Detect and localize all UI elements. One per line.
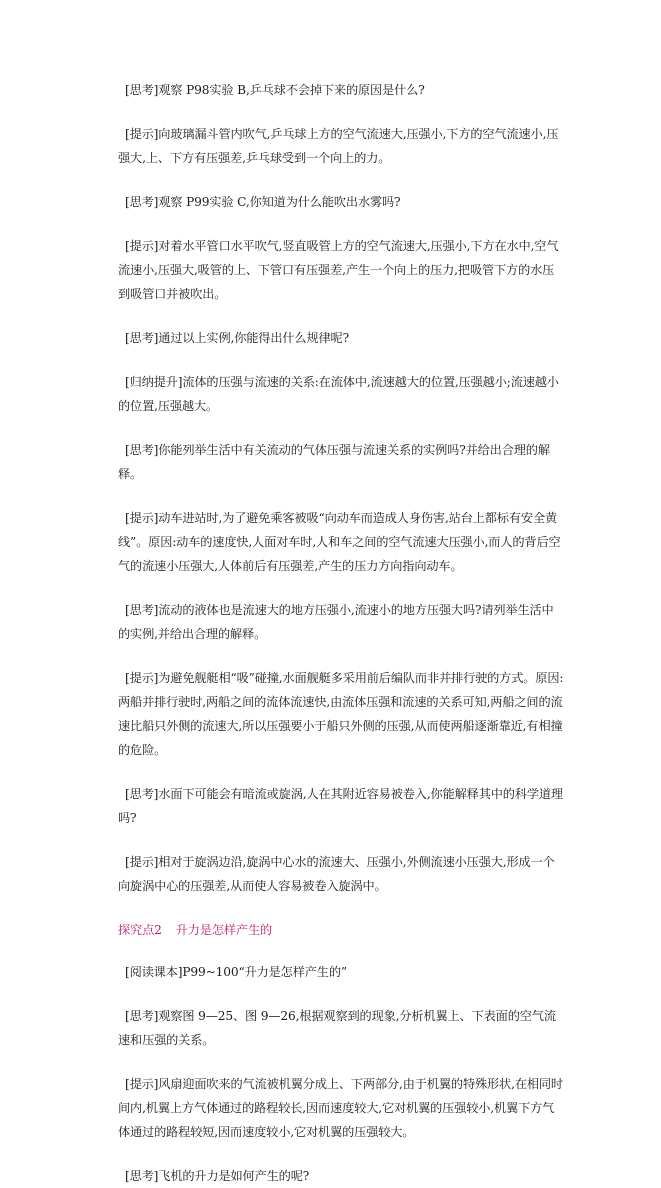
question-liquid-examples: [思考]流动的液体也是流速大的地方压强小,流速小的地方压强大吗?请列举生活中的实例,并给出合理的解释。	[118, 603, 554, 641]
hint-ships-side-by-side: [提示]为避免舰艇相“吸”碰撞,水面舰艇多采用前后编队而非并排行驶的方式。原因:两船并排行驶时,两船之间的流体流速快,由流体压强和流速的关系可知,两船之间的流速比船只外侧的流速大,所以压强要小于船只外侧的压强,从而使两船逐渐靠近,有相撞的危险。	[118, 671, 564, 757]
hint-train-safety-line: [提示]动车进站时,为了避免乘客被吸“向动车而造成人身伤害,站台上都标有安全黄线”。原因:动车的速度快,人面对车时,人和车之间的空气流速大压强小,而人的背后空气的流速小压强大,人体前后有压强差,产生的压力方向指向动车。	[118, 511, 561, 573]
section-title: 升力是怎样产生的	[175, 923, 273, 937]
question-wing-figures: [思考]观察图 9—25、图 9—26,根据观察到的现象,分析机翼上、下表面的空气流速和压强的关系。	[118, 1009, 556, 1047]
hint-water-mist: [提示]对着水平管口水平吹气,竖直吸管上方的空气流速大,压强小,下方在水中,空气流速小,压强大,吸管的上、下管口有压强差,产生一个向上的压力,把吸管下方的水压到吸管口并被吹出。	[118, 239, 559, 301]
hint-funnel-pingpong: [提示]向玻璃漏斗管内吹气,乒乓球上方的空气流速大,压强小,下方的空气流速小,压强大,上、下方有压强差,乒乓球受到一个向上的力。	[118, 127, 559, 165]
question-whirlpool: [思考]水面下可能会有暗流或旋涡,人在其附近容易被卷入,你能解释其中的科学道理吗?	[118, 787, 563, 825]
hint-wing-airflow: [提示]风扇迎面吹来的气流被机翼分成上、下两部分,由于机翼的特殊形状,在相同时间内,机翼上方气体通过的路程较长,因而速度较大,它对机翼的压强较小,机翼下方气体通过的路程较短,因而速度较小,它对机翼的压强较大。	[118, 1077, 563, 1139]
section-number: 探究点2	[118, 923, 162, 937]
question-rule: [思考]通过以上实例,你能得出什么规律呢?	[125, 331, 349, 345]
question-p99-experiment-c: [思考]观察 P99实验 C,你知道为什么能吹出水雾吗?	[125, 195, 401, 209]
reading-assignment: [阅读课本]P99~100“升力是怎样产生的”	[125, 965, 347, 979]
section-heading	[118, 918, 565, 942]
question-gas-examples: [思考]你能列举生活中有关流动的气体压强与流速关系的实例吗?并给出合理的解释。	[118, 443, 550, 481]
question-lift: [思考]飞机的升力是如何产生的呢?	[125, 1169, 310, 1183]
summary-pressure-velocity: [归纳提升]流体的压强与流速的关系:在流体中,流速越大的位置,压强越小;流速越小的位置,压强越大。	[118, 375, 559, 413]
question-p98-experiment-b: [思考]观察 P98实验 B,乒乓球不会掉下来的原因是什么?	[125, 83, 425, 97]
hint-whirlpool: [提示]相对于旋涡边沿,旋涡中心水的流速大、压强小,外侧流速小压强大,形成一个向旋涡中心的压强差,从而使人容易被卷入旋涡中。	[118, 855, 555, 893]
